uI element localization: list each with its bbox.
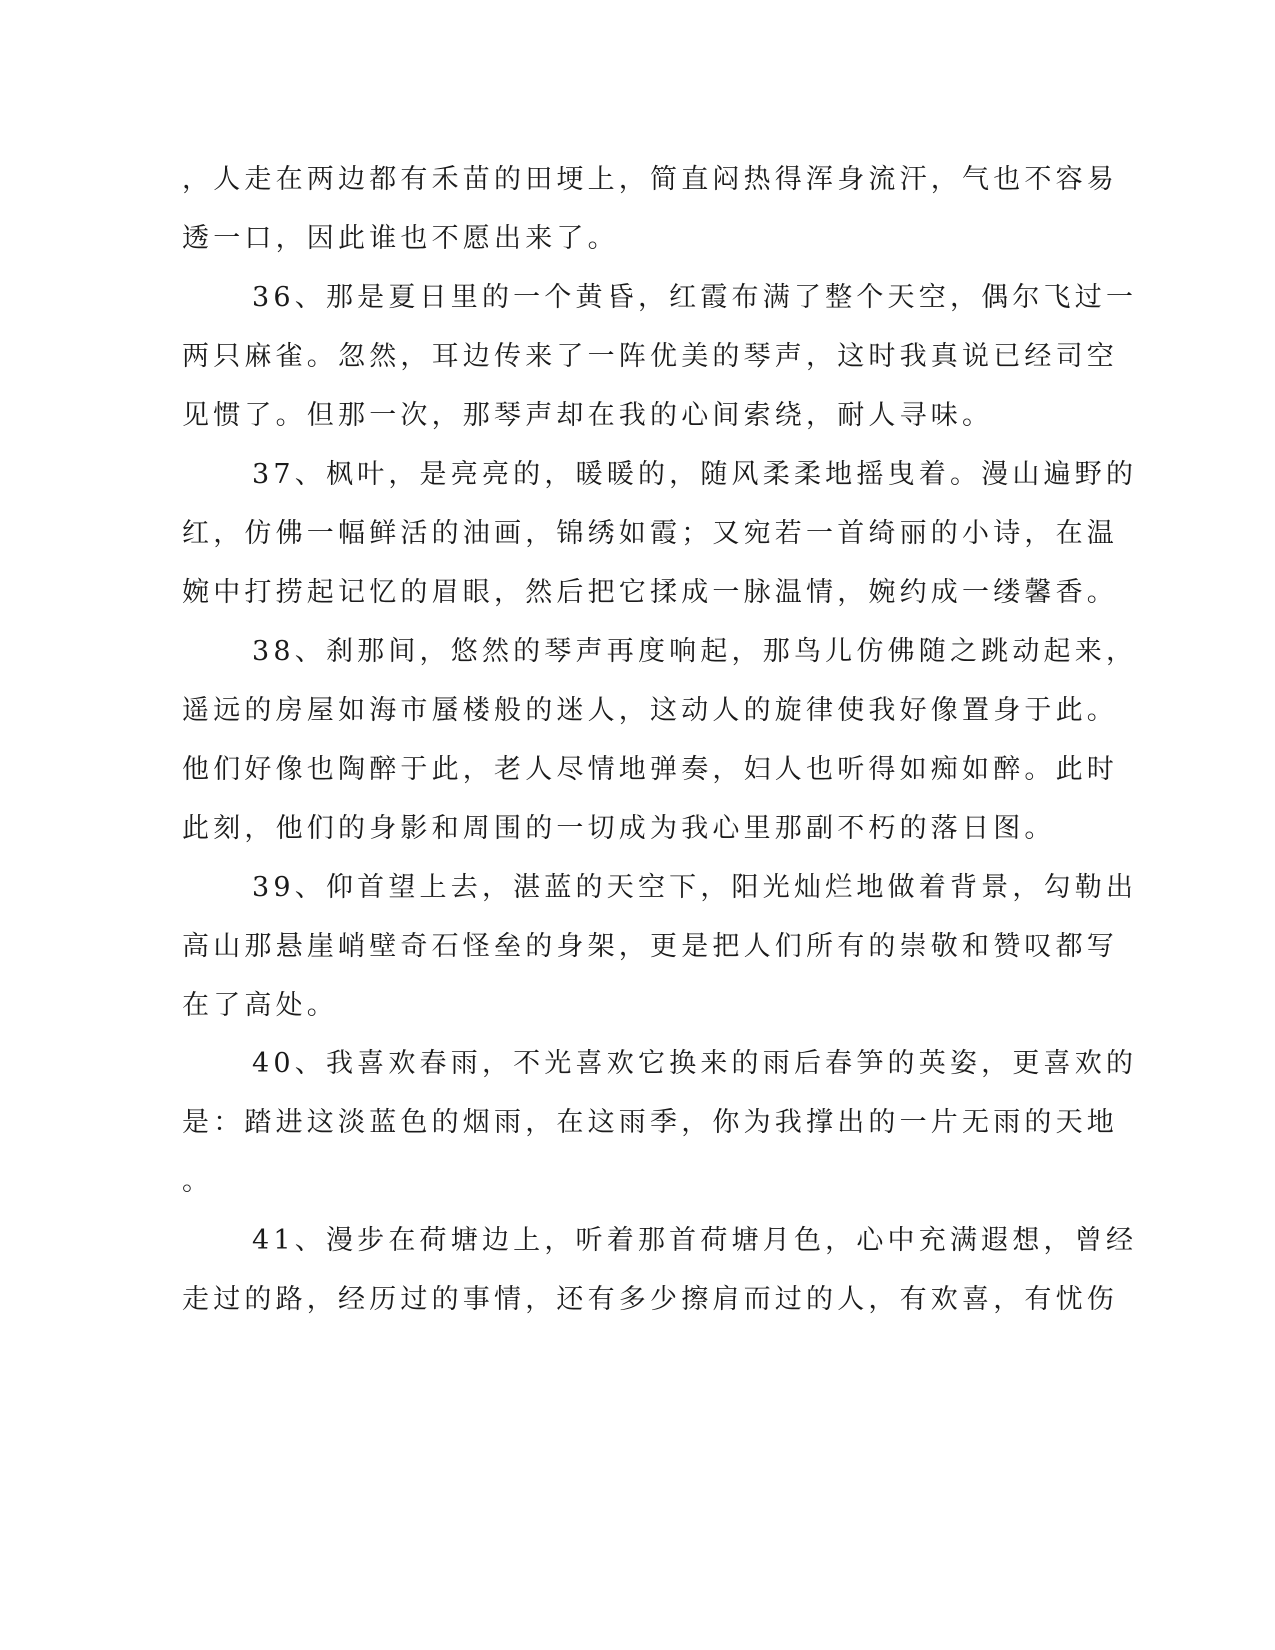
text-line: 他们好像也陶醉于此，老人尽情地弹奏，妇人也听得如痴如醉。此时	[182, 754, 1118, 785]
paragraph-39-start: 39、仰首望上去，湛蓝的天空下，阳光灿烂地做着背景，勾勒出	[252, 872, 1138, 903]
text-line: ，人走在两边都有禾苗的田埂上，简直闷热得浑身流汗，气也不容易	[182, 164, 1118, 195]
text-line: 是：踏进这淡蓝色的烟雨，在这雨季，你为我撑出的一片无雨的天地	[182, 1107, 1118, 1138]
text-line: 此刻，他们的身影和周围的一切成为我心里那副不朽的落日图。	[182, 813, 1056, 844]
text-line: 。	[182, 1166, 214, 1197]
text-line: 在了高处。	[182, 990, 338, 1021]
paragraph-36-start: 36、那是夏日里的一个黄昏，红霞布满了整个天空，偶尔飞过一	[252, 282, 1138, 313]
paragraph-40-start: 40、我喜欢春雨，不光喜欢它换来的雨后春笋的英姿，更喜欢的	[252, 1048, 1138, 1079]
text-line: 走过的路，经历过的事情，还有多少擦肩而过的人，有欢喜，有忧伤	[182, 1284, 1118, 1315]
text-line: 高山那悬崖峭壁奇石怪垒的身架，更是把人们所有的崇敬和赞叹都写	[182, 931, 1118, 962]
text-line: 见惯了。但那一次，那琴声却在我的心间索绕，耐人寻味。	[182, 400, 994, 431]
text-line: 两只麻雀。忽然，耳边传来了一阵优美的琴声，这时我真说已经司空	[182, 341, 1118, 372]
paragraph-41-start: 41、漫步在荷塘边上，听着那首荷塘月色，心中充满遐想，曾经	[252, 1225, 1138, 1256]
paragraph-38-start: 38、刹那间，悠然的琴声再度响起，那鸟儿仿佛随之跳动起来，	[252, 636, 1138, 667]
paragraph-37-start: 37、枫叶，是亮亮的，暖暖的，随风柔柔地摇曳着。漫山遍野的	[252, 459, 1138, 490]
text-line: 婉中打捞起记忆的眉眼，然后把它揉成一脉温情，婉约成一缕馨香。	[182, 577, 1118, 608]
text-line: 红，仿佛一幅鲜活的油画，锦绣如霞；又宛若一首绮丽的小诗，在温	[182, 518, 1118, 549]
text-line: 透一口，因此谁也不愿出来了。	[182, 223, 619, 254]
text-line: 遥远的房屋如海市蜃楼般的迷人，这动人的旋律使我好像置身于此。	[182, 695, 1118, 726]
